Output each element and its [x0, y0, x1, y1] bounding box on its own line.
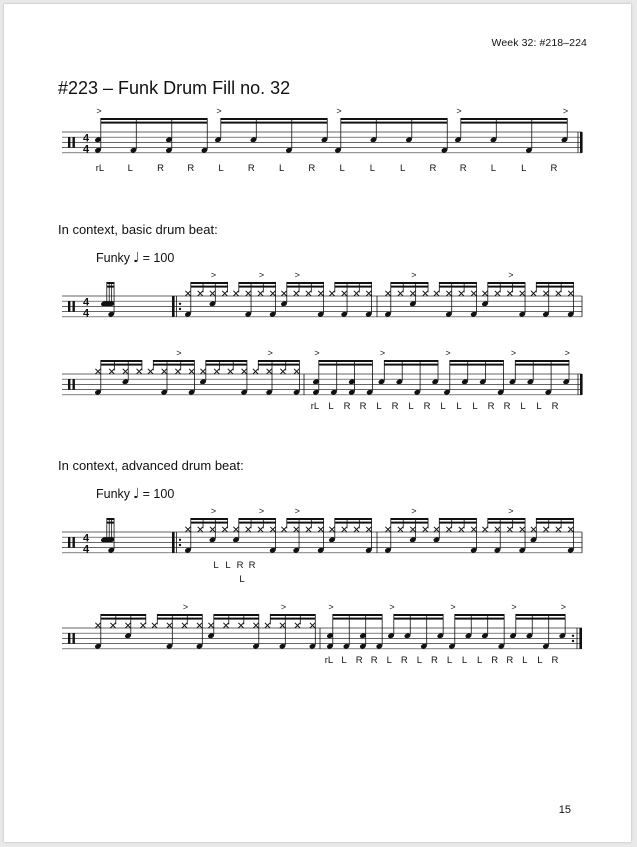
beam — [239, 282, 276, 284]
beam — [384, 364, 438, 366]
beam — [107, 286, 114, 288]
sticking-label: L — [537, 655, 543, 666]
beam — [270, 614, 315, 616]
beam — [107, 518, 114, 520]
beam — [488, 518, 525, 520]
beam — [450, 360, 504, 362]
beam — [258, 364, 299, 366]
accent-mark: > — [508, 506, 514, 516]
percussion-clef — [68, 137, 70, 148]
accent-mark: > — [560, 602, 566, 612]
percussion-clef — [73, 633, 75, 644]
sticking-label: L — [490, 163, 497, 174]
beam — [153, 364, 194, 366]
beam — [239, 518, 276, 520]
sticking-label: L — [218, 163, 224, 174]
sticking-label: R — [423, 401, 431, 412]
beam — [335, 282, 372, 284]
accent-mark: > — [450, 602, 456, 612]
beam — [335, 522, 372, 524]
beam — [214, 618, 259, 620]
sticking-label: R — [248, 560, 256, 571]
beam — [341, 118, 447, 120]
accent-mark: > — [182, 602, 189, 612]
sticking-row-advanced — [323, 655, 561, 666]
sticking-label: rL — [95, 163, 105, 174]
time-signature-bottom: 4 — [82, 307, 90, 320]
sticking-row-basic — [309, 401, 561, 412]
final-barline — [579, 628, 582, 649]
sticking-label: R — [157, 163, 164, 174]
percussion-clef — [68, 537, 70, 548]
beam — [536, 286, 573, 288]
accent-mark: > — [176, 348, 182, 358]
section-label-advanced: In context, advanced drum beat: — [58, 458, 244, 473]
accent-mark: > — [210, 506, 217, 516]
accent-mark: > — [411, 270, 417, 280]
beam — [206, 360, 247, 362]
beam — [319, 360, 373, 362]
sticking-label: L — [213, 560, 219, 571]
sticking-label: L — [376, 401, 382, 412]
sticking-label: L — [476, 655, 483, 666]
repeat-dot — [572, 640, 574, 642]
accent-mark: > — [564, 348, 570, 358]
beam — [101, 618, 146, 620]
sticking-label: R — [459, 163, 467, 174]
sticking-label: L — [446, 655, 453, 666]
page-number: 15 — [558, 804, 571, 816]
sticking-label: L — [472, 401, 478, 412]
beam — [516, 618, 565, 620]
beam — [101, 360, 142, 362]
beam — [450, 364, 504, 366]
repeat-dot — [179, 308, 181, 310]
repeat-barline — [172, 296, 175, 317]
sticking-label: R — [343, 401, 351, 412]
beam — [191, 282, 228, 284]
beam — [461, 118, 567, 120]
beam — [270, 618, 315, 620]
beam — [391, 522, 428, 524]
percussion-clef — [68, 301, 70, 312]
beam — [384, 360, 438, 362]
beam — [461, 122, 567, 124]
sticking-label: R — [391, 401, 399, 412]
beam — [333, 618, 382, 620]
basic-beat-system-1 — [62, 270, 582, 320]
advanced-beat-system-2 — [62, 602, 582, 649]
beam — [157, 614, 202, 616]
sticking-label: R — [503, 401, 511, 412]
beam — [394, 618, 443, 620]
accent-mark: > — [508, 270, 514, 280]
accent-mark: > — [411, 506, 417, 516]
beam — [287, 522, 324, 524]
beam — [439, 282, 476, 284]
sticking-label: L — [456, 401, 462, 412]
sticking-label: L — [225, 560, 231, 571]
time-signature-bottom: 4 — [82, 143, 90, 156]
beam — [333, 614, 382, 616]
accent-mark: > — [314, 348, 320, 358]
sticking-label: R — [429, 163, 437, 174]
sticking-label: R — [551, 401, 559, 412]
sticking-label: L — [386, 655, 392, 666]
repeat-dot — [572, 635, 574, 637]
tempo-value: = 100 — [142, 487, 175, 501]
time-signature-bottom: 4 — [82, 543, 90, 556]
sticking-label: R — [431, 655, 438, 666]
beam — [287, 282, 324, 284]
sticking-label: L — [440, 401, 446, 412]
beam — [335, 518, 372, 520]
page-title: #223 – Funk Drum Fill no. 32 — [58, 78, 291, 98]
quarter-note-icon: ♩ — [133, 250, 140, 266]
percussion-clef — [73, 301, 75, 312]
tempo-value: = 100 — [142, 251, 175, 265]
accent-mark: > — [267, 348, 273, 358]
section-label-basic: In context, basic drum beat: — [58, 222, 218, 237]
accent-mark: > — [336, 106, 342, 116]
time-signature-top: 4 — [82, 132, 90, 145]
beam — [455, 618, 504, 620]
percussion-clef — [68, 379, 70, 390]
accent-mark: > — [294, 506, 300, 516]
sticking-label: R — [491, 655, 499, 666]
accent-mark: > — [510, 348, 517, 358]
beam — [239, 522, 276, 524]
sticking-label: L — [400, 163, 406, 174]
beam — [239, 286, 276, 288]
beam — [319, 364, 373, 366]
beam — [536, 522, 573, 524]
tempo-text: Funky — [96, 251, 131, 265]
sticking-label: R — [236, 560, 244, 571]
sticking-label: L — [328, 401, 334, 412]
sticking-label: R — [487, 401, 495, 412]
beam — [258, 360, 299, 362]
beam — [391, 518, 428, 520]
beam — [536, 282, 573, 284]
accent-mark: > — [294, 270, 300, 280]
sticking-label: R — [400, 655, 408, 666]
sticking-label: L — [520, 401, 526, 412]
running-head: Week 32: #218–224 — [491, 37, 587, 49]
accent-mark: > — [445, 348, 451, 358]
sticking-label: L — [461, 655, 468, 666]
tempo-text: Funky — [96, 487, 131, 501]
sticking-label: L — [408, 401, 414, 412]
beam — [391, 286, 428, 288]
sticking-label: R — [370, 655, 378, 666]
beam — [439, 518, 476, 520]
beam — [536, 518, 573, 520]
sticking-label: L — [239, 574, 245, 585]
beam — [191, 518, 228, 520]
beam — [221, 118, 327, 120]
accent-mark: > — [328, 602, 334, 612]
sticking-label: L — [127, 163, 133, 174]
sticking-label: L — [278, 163, 285, 174]
beam — [394, 614, 443, 616]
percussion-clef — [73, 137, 75, 148]
tempo-marking-advanced — [96, 486, 174, 502]
sticking-label: L — [521, 163, 527, 174]
beam — [439, 286, 476, 288]
tempo-marking-basic — [96, 250, 174, 266]
notation-canvas — [4, 4, 631, 842]
beam — [107, 282, 114, 284]
sticking-label: L — [369, 163, 376, 174]
accent-mark: > — [216, 106, 222, 116]
accent-mark: > — [562, 106, 569, 116]
beam — [515, 364, 569, 366]
sticking-label: R — [551, 655, 559, 666]
final-barline — [580, 374, 583, 395]
sticking-row-fill — [94, 163, 560, 174]
repeat-dot — [179, 544, 181, 546]
accent-mark: > — [389, 602, 395, 612]
beam — [101, 614, 146, 616]
accent-mark: > — [456, 106, 462, 116]
sticking-label: R — [506, 655, 514, 666]
beam — [101, 364, 142, 366]
beam — [221, 122, 327, 124]
repeat-dot — [179, 303, 181, 305]
sticking-row-alternate — [210, 560, 258, 571]
beam — [455, 614, 504, 616]
sticking-label: R — [355, 655, 363, 666]
beam — [488, 282, 525, 284]
sticking-label: L — [339, 163, 345, 174]
sticking-label: L — [341, 655, 347, 666]
percussion-clef — [68, 633, 70, 644]
accent-mark: > — [511, 602, 517, 612]
beam — [341, 122, 447, 124]
time-signature-top: 4 — [82, 532, 90, 545]
accent-mark: > — [210, 270, 217, 280]
percussion-clef — [73, 379, 75, 390]
beam — [335, 286, 372, 288]
accent-mark: > — [258, 506, 265, 516]
beam — [439, 522, 476, 524]
beam — [101, 118, 207, 120]
beam — [391, 282, 428, 284]
time-signature-top: 4 — [82, 296, 90, 309]
accent-mark: > — [258, 270, 265, 280]
sticking-label: R — [359, 401, 367, 412]
beam — [191, 522, 228, 524]
sticking-label: L — [416, 655, 423, 666]
final-barline — [580, 132, 583, 153]
sticking-label: R — [187, 163, 195, 174]
beam — [153, 360, 194, 362]
accent-mark: > — [379, 348, 386, 358]
beam — [287, 286, 324, 288]
sticking-label: L — [522, 655, 528, 666]
beam — [515, 360, 569, 362]
accent-mark: > — [96, 106, 102, 116]
beam — [206, 364, 247, 366]
beam — [157, 618, 202, 620]
beam — [516, 614, 565, 616]
beam — [101, 122, 207, 124]
basic-beat-system-2 — [62, 348, 583, 395]
sticking-label: rL — [324, 655, 334, 666]
accent-mark: > — [280, 602, 287, 612]
beam — [107, 522, 114, 524]
sticking-label: rL — [310, 401, 320, 412]
beam — [191, 286, 228, 288]
sticking-label: R — [308, 163, 316, 174]
quarter-note-icon: ♩ — [133, 486, 140, 502]
page — [4, 4, 631, 842]
sticking-label: R — [247, 163, 255, 174]
beam — [488, 522, 525, 524]
repeat-dot — [179, 539, 181, 541]
sticking-label: L — [536, 401, 542, 412]
fill-system — [62, 106, 583, 156]
beam — [287, 518, 324, 520]
repeat-barline — [172, 532, 175, 553]
sticking-label: R — [550, 163, 558, 174]
beam — [214, 614, 259, 616]
sticking-row-alternate-2 — [236, 574, 248, 585]
percussion-clef — [73, 537, 75, 548]
advanced-beat-system-1 — [62, 506, 582, 556]
beam — [488, 286, 525, 288]
